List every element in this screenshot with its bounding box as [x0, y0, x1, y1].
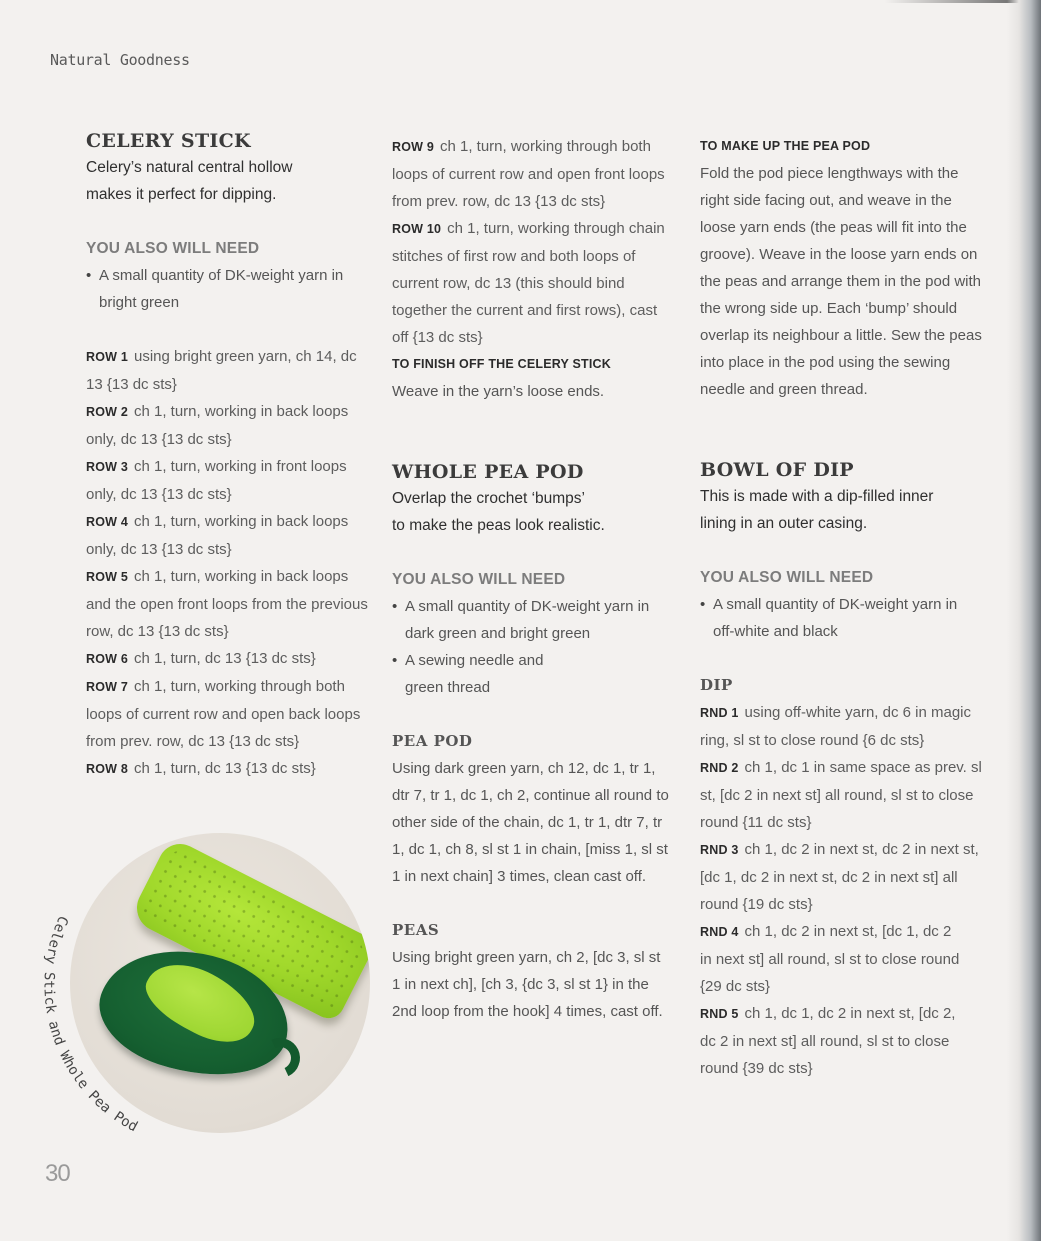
round-text: ch 1, dc 1 in same space as prev. sl st, [dc 2 in next st] all round, sl st to close round {11 dc sts}: [700, 759, 982, 831]
row-text: ch 1, turn, working through both loops of current row and open back loops from prev. row, dc 13 {13 dc sts}: [86, 678, 361, 750]
instruction-round: [700, 699, 972, 754]
materials-heading: YOU ALSO WILL NEED: [392, 571, 566, 588]
row-label: ROW 3: [86, 460, 128, 474]
row-label: ROW 9: [392, 140, 434, 154]
instruction-row: [86, 755, 376, 783]
section-intro-line: Overlap the crochet ‘bumps’: [392, 490, 585, 507]
section-intro-line: lining in an outer casing.: [700, 515, 868, 532]
section-intro-line: makes it perfect for dipping.: [86, 186, 277, 203]
row-text: using bright green yarn, ch 14, dc 13 {13 dc sts}: [86, 348, 357, 393]
round-label: RND 3: [700, 843, 739, 857]
materials-item: • A small quantity of DK-weight yarn in off-white and black: [700, 591, 958, 645]
dip-subheading: DIP: [700, 676, 733, 694]
row-text: ch 1, turn, working in back loops only, dc 13 {13 dc sts}: [86, 403, 349, 448]
round-label: RND 5: [700, 1007, 739, 1021]
row-label: ROW 10: [392, 222, 442, 236]
instruction-round: [700, 836, 985, 918]
bowl-of-dip-section: [700, 133, 1000, 1082]
instruction-row: [86, 563, 376, 645]
instruction-round: [700, 918, 960, 1000]
instruction-row: [392, 215, 674, 351]
make-up-heading: TO MAKE UP THE PEA POD: [700, 139, 871, 153]
instruction-round: [700, 1000, 960, 1082]
round-text: ch 1, dc 2 in next st, [dc 1, dc 2 in next st] all round, sl st to close round {29 dc sts}: [700, 923, 960, 995]
round-text: ch 1, dc 1, dc 2 in next st, [dc 2, dc 2 in next st] all round, sl st to close round {39 dc sts}: [700, 1005, 956, 1077]
materials-list: [392, 593, 692, 701]
row-label: ROW 1: [86, 350, 128, 364]
crochet-photo: [70, 833, 370, 1133]
materials-list: [86, 262, 386, 316]
row-text: ch 1, turn, working in back loops only, dc 13 {13 dc sts}: [86, 513, 349, 558]
instruction-row: [86, 673, 366, 755]
round-text: ch 1, dc 2 in next st, dc 2 in next st, [dc 1, dc 2 in next st, dc 2 in next st] all round {19 dc sts}: [700, 841, 979, 913]
materials-item: • A small quantity of DK-weight yarn in bright green: [86, 262, 354, 316]
round-label: RND 2: [700, 761, 739, 775]
instruction-row: [86, 508, 361, 563]
row-label: ROW 4: [86, 515, 128, 529]
instruction-round: [700, 754, 990, 836]
row-text: ch 1, turn, working through chain stitches of first row and both loops of current row, dc 13 (this should bind together the current and first rows), cast off {13 dc sts}: [392, 220, 665, 346]
materials-heading: YOU ALSO WILL NEED: [86, 240, 260, 257]
row-text: ch 1, turn, dc 13 {13 dc sts}: [133, 650, 316, 667]
materials-heading: YOU ALSO WILL NEED: [700, 569, 874, 586]
running-head: Natural Goodness: [50, 51, 190, 69]
round-text: using off-white yarn, dc 6 in magic ring, sl st to close round {6 dc sts}: [700, 704, 972, 749]
round-label: RND 4: [700, 925, 739, 939]
section-intro-line: Celery’s natural central hollow: [86, 159, 293, 176]
row-text: ch 1, turn, working through both loops of current row and open front loops from prev. row, dc 13 {13 dc sts}: [392, 138, 665, 210]
instruction-row: [86, 343, 371, 398]
row-label: ROW 5: [86, 570, 128, 584]
finish-heading: TO FINISH OFF THE CELERY STICK: [392, 357, 611, 371]
row-text: ch 1, turn, working in front loops only, dc 13 {13 dc sts}: [86, 458, 347, 503]
instruction-row: [86, 453, 361, 508]
row-text: ch 1, turn, dc 13 {13 dc sts}: [133, 760, 316, 777]
caption-textpath: Celery Stick and Whole Pea Pod: [40, 913, 141, 1136]
instruction-row: [86, 645, 376, 673]
pea-pod-instructions: Using dark green yarn, ch 12, dc 1, tr 1, dtr 7, tr 1, dc 1, ch 2, continue all round to other side of the chain, dc 1, tr 1, dtr 7, tr 1, dc 1, ch 8, sl st 1 in chain, [miss 1, sl st 1 in next chain] 3 times, clean cast off.: [392, 760, 669, 885]
materials-item: • A small quantity of DK-weight yarn in dark green and bright green: [392, 593, 650, 647]
section-title: CELERY STICK: [86, 130, 251, 152]
section-intro-line: This is made with a dip-filled inner: [700, 488, 934, 505]
page-number: 30: [45, 1160, 70, 1187]
peas-instructions: Using bright green yarn, ch 2, [dc 3, sl st 1 in next ch], [ch 3, {dc 3, sl st 1} in the 2nd loop from the hook] 4 times, cast off.: [392, 949, 663, 1020]
row-text: ch 1, turn, working in back loops and the open front loops from the previous row, dc 13 {13 dc sts}: [86, 568, 368, 640]
row-label: ROW 8: [86, 762, 128, 776]
book-gutter-shadow: [1007, 0, 1041, 1241]
row-label: ROW 2: [86, 405, 128, 419]
finish-text: Weave in the yarn’s loose ends.: [392, 383, 605, 400]
section-title: WHOLE PEA POD: [392, 461, 584, 483]
row-label: ROW 6: [86, 652, 128, 666]
make-up-instructions: Fold the pod piece lengthways with the right side facing out, and weave in the loose yarn ends (the peas will fit into the groove). Weave in the loose yarn ends on the peas and arrange them in the pod with the wrong side up. Each ‘bump’ should overlap its neighbour a little. Sew the peas into place in the pod using the sewing needle and green thread.: [700, 165, 982, 398]
row-label: ROW 7: [86, 680, 128, 694]
whole-pea-pod-section: [392, 133, 692, 1025]
section-intro-line: to make the peas look realistic.: [392, 517, 605, 534]
materials-item: • A sewing needle and green thread: [392, 647, 577, 701]
pea-pod-subheading: PEA POD: [392, 732, 473, 750]
celery-stick-section: [86, 128, 386, 783]
round-label: RND 1: [700, 706, 739, 720]
instruction-row: [392, 133, 672, 215]
materials-list: [700, 591, 1000, 645]
peas-subheading: PEAS: [392, 921, 440, 939]
section-title: BOWL OF DIP: [700, 459, 854, 481]
instruction-row: [86, 398, 361, 453]
page-top-edge: [0, 0, 1041, 3]
